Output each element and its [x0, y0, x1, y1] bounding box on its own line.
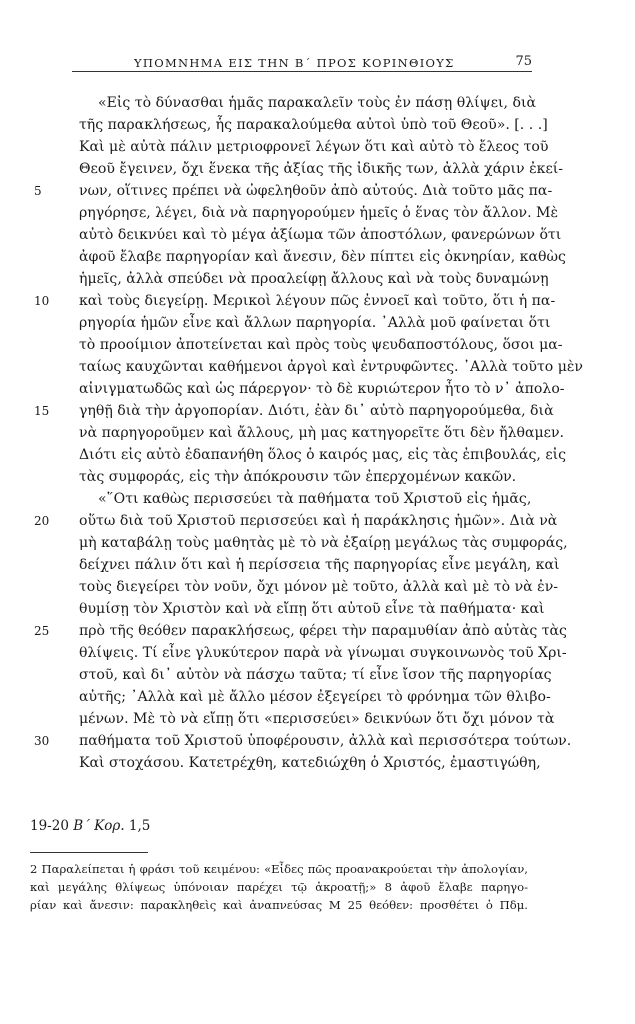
text-line: θλίψεις. Τί εἶνε γλυκύτερον παρὰ νὰ γίνωμαι συγκοινωνὸς τοῦ Χρι-: [79, 645, 567, 661]
running-title: ΥΠΟΜΝΗΜΑ ΕΙΣ ΤΗΝ Β΄ ΠΡΟΣ ΚΟΡΙΝΘΙΟΥΣ: [134, 56, 455, 70]
text-line: θυμίσῃ τὸν Χριστὸν καὶ νὰ εἴπῃ ὅτι αὐτοῦ εἶνε τὰ παθήματα· καὶ: [79, 601, 545, 617]
scripture-reference: [30, 818, 150, 834]
reference-chapter-verse: 1,5: [128, 818, 151, 834]
text-line: οὕτω διὰ τοῦ Χριστοῦ περισσεύει καὶ ἡ παράκλησις ἡμῶν». Διὰ νὰ: [79, 513, 558, 529]
footnote-line: καὶ μεγάλης θλίψεως ὑπόνοιαν παρέχει τῷ ἀκροατῇ;» 8 ἀφοῦ ἔλαβε παρηγο-: [30, 880, 528, 894]
text-line: στοῦ, καὶ δι᾿ αὐτὸν νὰ πάσχω ταῦτα; τί εἶνε ἴσον τῆς παρηγορίας: [79, 667, 552, 683]
text-line: Καὶ στοχάσου. Κατετρέχθη, κατεδιώχθη ὁ Χριστός, ἐμαστιγώθη,: [79, 755, 541, 771]
reference-lines: 19-20: [30, 818, 69, 834]
footnote-line: 2 Παραλείπεται ἡ φράσι τοῦ κειμένου: «Εἶδες πῶς προανακρούεται τὴν ἀπολογίαν,: [30, 862, 528, 876]
text-line: μὴ καταβάλῃ τοὺς μαθητὰς μὲ τὸ νὰ ἐξαίρῃ μεγάλως τὰς συμφοράς,: [79, 535, 568, 551]
text-line: «῞Οτι καθὼς περισσεύει τὰ παθήματα τοῦ Χριστοῦ εἰς ἡμᾶς,: [98, 491, 532, 507]
text-line: πρὸ τῆς θεόθεν παρακλήσεως, φέρει τὴν παραμυθίαν ἀπὸ αὐτὰς τὰς: [79, 623, 567, 639]
text-line: ταίως καυχῶνται καθήμενοι ἀργοὶ καὶ ἐντρυφῶντες. ᾿Αλλὰ τοῦτο μὲν: [79, 359, 583, 375]
text-line: Διότι εἰς αὐτὸ ἐδαπανήθη ὅλος ὁ καιρός μας, εἰς τὰς ἐπιβουλάς, εἰς: [79, 447, 567, 463]
text-line: τοὺς διεγείρει τὸν νοῦν, ὄχι μόνον μὲ τοῦτο, ἀλλὰ καὶ μὲ τὸ νὰ ἐν-: [79, 579, 559, 595]
footnote-line: ρίαν καὶ ἄνεσιν: παρακληθεὶς καὶ ἀναπνεύσας Μ 25 θεόθεν: προσθέτει ὁ Πδμ.: [30, 898, 528, 912]
text-line: τὰς συμφοράς, εἰς τὴν ἀπόκρουσιν τῶν ἐπερχομένων κακῶν.: [79, 469, 517, 485]
text-line: μένων. Μὲ τὸ νὰ εἴπῃ ὅτι «περισσεύει» δεικνύων ὅτι ὄχι μόνον τὰ: [79, 711, 555, 727]
text-line: τῆς παρακλήσεως, ἧς παρακαλούμεθα αὐτοὶ ὑπὸ τοῦ Θεοῦ». [. . .]: [79, 117, 548, 133]
text-line: καὶ τοὺς διεγείρῃ. Μερικοὶ λέγουν πῶς ἐννοεῖ καὶ τοῦτο, ὅτι ἡ πα-: [79, 293, 556, 309]
line-number: 30: [34, 734, 50, 748]
line-number: 5: [34, 184, 42, 198]
header-rule: [72, 71, 532, 72]
text-line: ἀφοῦ ἔλαβε παρηγορίαν καὶ ἄνεσιν, δὲν πίπτει εἰς ὀκνηρίαν, καθὼς: [79, 249, 566, 265]
line-number: 20: [34, 514, 50, 528]
text-line: αἰνιγματωδῶς καὶ ὡς πάρεργον· τὸ δὲ κυριώτερον ἦτο τὸ ν᾿ ἀπολο-: [79, 381, 565, 397]
text-line: δείχνει πάλιν ὅτι καὶ ἡ περίσσεια τῆς παρηγορίας εἶνε μεγάλη, καὶ: [79, 557, 560, 573]
text-line: Θεοῦ ἔγεινεν, ὄχι ἕνεκα τῆς ἀξίας τῆς ἰδικῆς των, ἀλλὰ χάριν ἐκεί-: [79, 161, 564, 177]
reference-book: Β΄ Κορ.: [73, 818, 125, 834]
text-line: «Εἰς τὸ δύνασθαι ἡμᾶς παρακαλεῖν τοὺς ἐν πάσῃ θλίψει, διὰ: [98, 95, 537, 111]
line-number: 25: [34, 624, 50, 638]
text-line: νὰ παρηγοροῦμεν καὶ ἄλλους, μὴ μας κατηγορεῖτε ὅτι δὲν ἤλθαμεν.: [79, 425, 565, 441]
text-line: παθήματα τοῦ Χριστοῦ ὑποφέρουσιν, ἀλλὰ καὶ περισσότερα τούτων.: [79, 733, 572, 749]
text-line: ρηγορία ἡμῶν εἶνε καὶ ἄλλων παρηγορία. ᾿Αλλὰ μοῦ φαίνεται ὅτι: [79, 315, 551, 331]
text-line: ἡμεῖς, ἀλλὰ σπεύδει νὰ προαλείφῃ ἄλλους καὶ νὰ τοὺς δυναμώνῃ: [79, 271, 549, 287]
text-line: Καὶ μὲ αὐτὰ πάλιν μετριοφρονεῖ λέγων ὅτι καὶ αὐτὸ τὸ ἔλεος τοῦ: [79, 139, 549, 155]
text-line: αὐτὸ δεικνύει καὶ τὸ μέγα ἀξίωμα τῶν ἀποστόλων, φανερώνων ὅτι: [79, 227, 562, 243]
page-header: [72, 48, 532, 72]
footnote-rule: [30, 852, 148, 853]
text-line: τὸ προοίμιον ἀποτείνεται καὶ πρὸς τοὺς ψευδαποστόλους, ὅσοι μα-: [79, 337, 563, 353]
line-number: 10: [34, 294, 50, 308]
text-line: αὐτῆς; ᾿Αλλὰ καὶ μὲ ἄλλο μέσον ἐξεγείρει τὸ φρόνημα τῶν θλιβο-: [79, 689, 551, 705]
text-line: νων, οἵτινες πρέπει νὰ ὠφεληθοῦν ἀπὸ αὐτούς. Διὰ τοῦτο μᾶς πα-: [79, 183, 553, 199]
page-number: 75: [515, 54, 532, 69]
text-line: ρηγόρησε, λέγει, διὰ νὰ παρηγορούμεν ἡμεῖς ὁ ἕνας τὸν ἄλλον. Μὲ: [79, 205, 559, 221]
text-line: γηθῇ διὰ τὴν ἀργοπορίαν. Διότι, ἐὰν δι᾿ αὐτὸ παρηγορούμεθα, διὰ: [79, 403, 554, 419]
line-number: 15: [34, 404, 50, 418]
